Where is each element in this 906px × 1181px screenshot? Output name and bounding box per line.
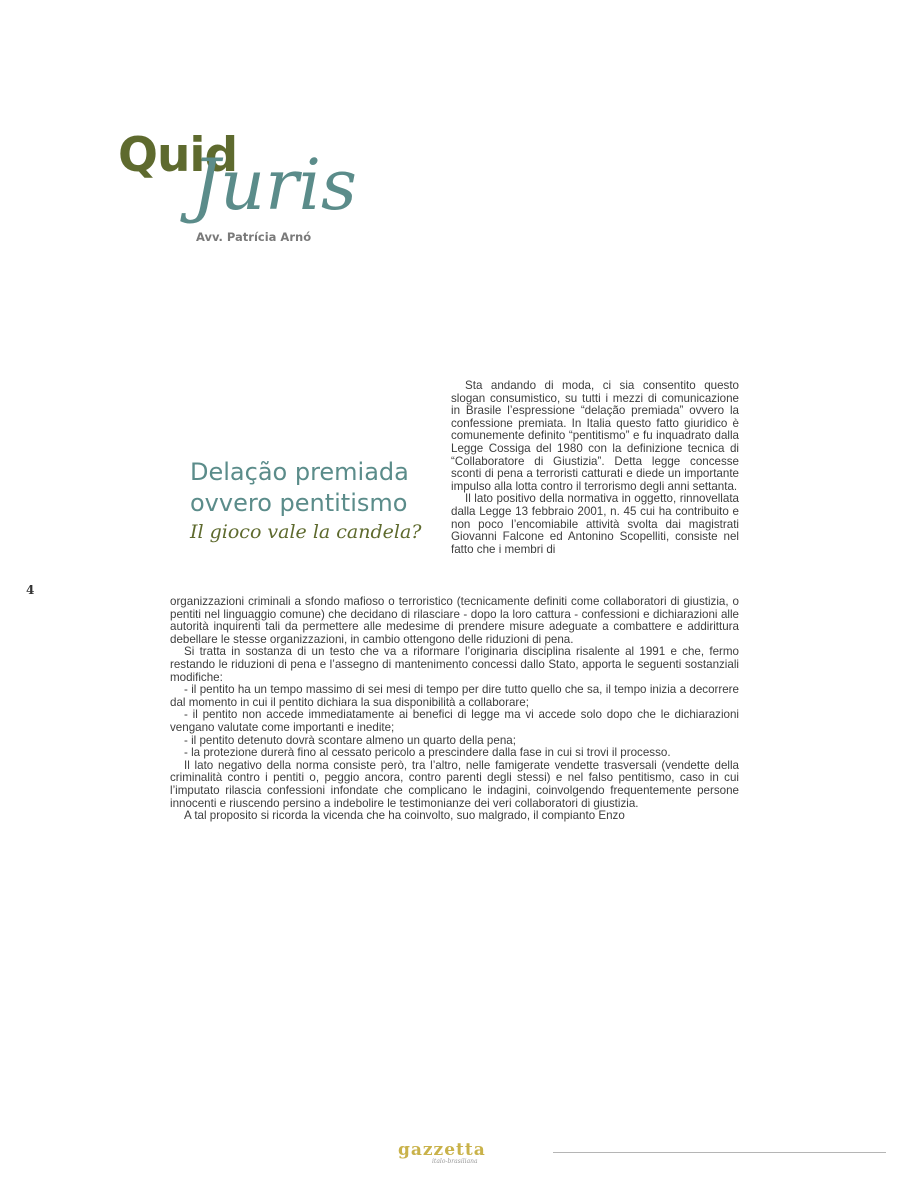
article-subtitle: Il gioco vale la candela?	[190, 521, 422, 543]
body-paragraph: Il lato negativo della norma consiste però, tra l’altro, nelle famigerate vendette trasversali (vendette della criminalità contro i pentiti o, peggio ancora, contro parenti degli stessi) e nel falso pentitismo, caso in cui l’imputato rilascia confessioni infondate che complicano le indagini, coinvolgendo frequentemente persone innocenti e riuscendo persino a indebolire le testimonianze dei veri collaboratori di giustizia.	[170, 758, 739, 810]
body-paragraph: A tal proposito si ricorda la vicenda che ha coinvolto, suo malgrado, il compianto Enzo	[184, 809, 625, 823]
author-byline: Avv. Patrícia Arnó	[196, 230, 312, 244]
body-column-right	[451, 380, 739, 556]
body-paragraph: - il pentito ha un tempo massimo di sei mesi di tempo per dire tutto quello che sa, il tempo inizia a decorrere dal momento in cui il pentito dichiara la sua disponibilità a collaborare;	[170, 683, 739, 709]
body-paragraph: organizzazioni criminali a sfondo mafioso o terroristico (tecnicamente definiti come collaboratori di giustizia, o pentiti nel linguaggio comune) che decidano di rilasciare - dopo la loro cattura - confessioni e dichiarazioni alle autorità inquirenti tali da permettere alle medesime di prendere misure adeguate a combattere e addirittura debellare le stesse organizzazioni, in cambio ottengono delle riduzioni di pena.	[170, 595, 739, 646]
footer-masthead-logo: gazzetta	[398, 1140, 486, 1160]
body-paragraph: - il pentito non accede immediatamente ai benefici di legge ma vi accede solo dopo che le dichiarazioni vengano valutate come importanti e inedite;	[170, 708, 739, 734]
body-paragraph: Il lato positivo della normativa in oggetto, rinnovellata dalla Legge 13 febbraio 2001, n. 45 cui ha contribuito e non poco l’encomiabile attività svolta dai magistrati Giovanni Falcone ed Antonino Scopelliti, consiste nel fatto che i membri di	[451, 492, 739, 556]
footer-masthead-subtitle: italo-brasiliana	[432, 1158, 478, 1165]
column-title-juris: Juris	[192, 144, 357, 226]
body-paragraph: Si tratta in sostanza di un testo che va a riformare l’originaria disciplina risalente al 1991 e che, fermo restando le riduzioni di pena e l’assegno di mantenimento concessi dallo Stato, apporta le seguenti sostanziali modifiche:	[170, 645, 739, 684]
column-title-quid: Quid	[118, 128, 238, 183]
article-title-line-1: Delação premiada	[190, 457, 409, 486]
body-column-wide	[170, 596, 739, 823]
page-number: 4	[26, 583, 35, 597]
body-paragraph: Sta andando di moda, ci sia consentito questo slogan consumistico, su tutti i mezzi di comunicazione in Brasile l’espressione “delação premiada” ovvero la confessione premiata. In Italia questo fatto giuridico è comunemente definito “pentitismo” e fu inquadrato dalla Legge Cossiga del 1980 con la definizione tecnica di “Collaboratore di Giustizia”. Detta legge concesse sconti di pena a terroristi catturati e diede un importante impulso alla lotta contro il terrorismo degli anni settanta.	[451, 379, 739, 493]
article-title	[190, 457, 440, 519]
article-title-line-2: ovvero pentitismo	[190, 488, 408, 517]
body-paragraph: - il pentito detenuto dovrà scontare almeno un quarto della pena;	[184, 733, 516, 747]
footer-rule	[553, 1152, 886, 1153]
body-paragraph: - la protezione durerà fino al cessato pericolo a prescindere dalla fase in cui si trovi il processo.	[184, 746, 671, 760]
